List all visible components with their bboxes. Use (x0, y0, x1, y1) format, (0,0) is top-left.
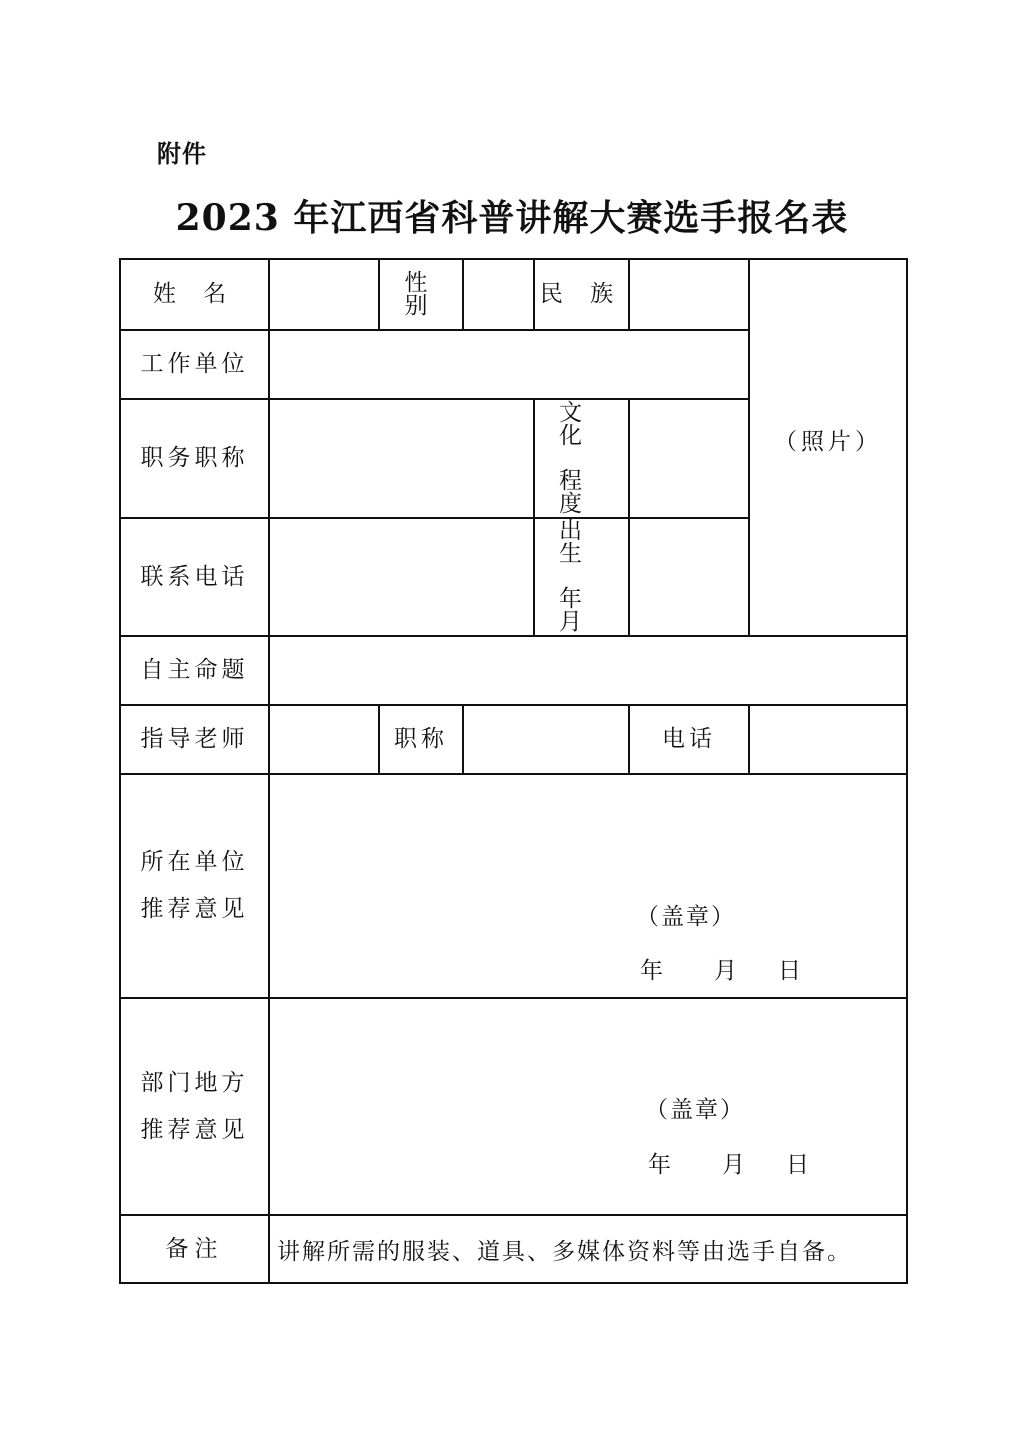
ethnicity-field[interactable] (630, 260, 748, 329)
unit-date (640, 952, 810, 984)
gender-label: 性 别 (404, 269, 438, 319)
dept-opinion-label-line2: 推荐意见 (140, 1116, 249, 1143)
unit-opinion-label (121, 775, 268, 997)
birth-label-line2: 年 月 (559, 586, 604, 635)
dept-date-day: 日 (786, 1152, 809, 1178)
remarks-label: 备注 (165, 1235, 224, 1262)
remarks-text: 讲解所需的服装、道具、多媒体资料等由选手自备。 (277, 1238, 852, 1265)
dept-opinion-label (121, 999, 268, 1214)
mentor-phone-field[interactable] (750, 706, 906, 773)
unit-opinion-label-line1: 所在单位 (140, 849, 249, 875)
birth-field[interactable] (630, 519, 748, 635)
mentor-title-label: 职称 (394, 726, 448, 752)
name-field[interactable] (270, 260, 378, 329)
gender-field[interactable] (464, 260, 533, 329)
workplace-label: 工作单位 (140, 351, 249, 377)
unit-seal-text: （盖章） (636, 904, 736, 930)
phone-field[interactable] (270, 519, 533, 635)
dept-seal-text: （盖章） (645, 1097, 745, 1123)
birth-label-line1: 出 生 (559, 518, 604, 567)
page-title: 2023 年江西省科普讲解大赛选手报名表 (175, 197, 849, 239)
mentor-label: 指导老师 (140, 726, 249, 752)
mentor-title-field[interactable] (464, 706, 628, 773)
education-label-line2: 程 度 (559, 467, 604, 517)
dept-opinion-field[interactable] (270, 999, 906, 1214)
topic-field[interactable] (270, 637, 906, 704)
table-border-right (906, 258, 908, 1284)
mentor-field[interactable] (270, 706, 378, 773)
dept-date-year: 年 (648, 1152, 671, 1178)
table-border-bottom (119, 1282, 908, 1284)
name-label: 姓 名 (152, 281, 237, 307)
dept-opinion-label-line1: 部门地方 (140, 1069, 249, 1096)
attachment-label: 附件 (157, 140, 207, 168)
phone-label: 联系电话 (140, 563, 249, 590)
position-label: 职务职称 (140, 445, 249, 471)
mentor-phone-label: 电话 (662, 726, 716, 752)
unit-date-year: 年 (640, 958, 663, 984)
unit-date-day: 日 (778, 958, 801, 984)
unit-opinion-label-line2: 推荐意见 (140, 896, 249, 922)
birth-label (535, 519, 628, 635)
education-field[interactable] (630, 400, 748, 517)
unit-opinion-field[interactable] (270, 775, 906, 997)
unit-date-month: 月 (714, 958, 737, 984)
topic-label: 自主命题 (140, 657, 249, 683)
dept-date-month: 月 (722, 1152, 745, 1178)
ethnicity-label: 民 族 (539, 281, 624, 307)
position-field[interactable] (270, 400, 533, 517)
education-label (535, 400, 628, 517)
workplace-field[interactable] (270, 331, 748, 398)
education-label-line1: 文 化 (559, 399, 604, 449)
dept-date (648, 1146, 818, 1178)
photo-placeholder[interactable]: （照片） (774, 429, 882, 455)
